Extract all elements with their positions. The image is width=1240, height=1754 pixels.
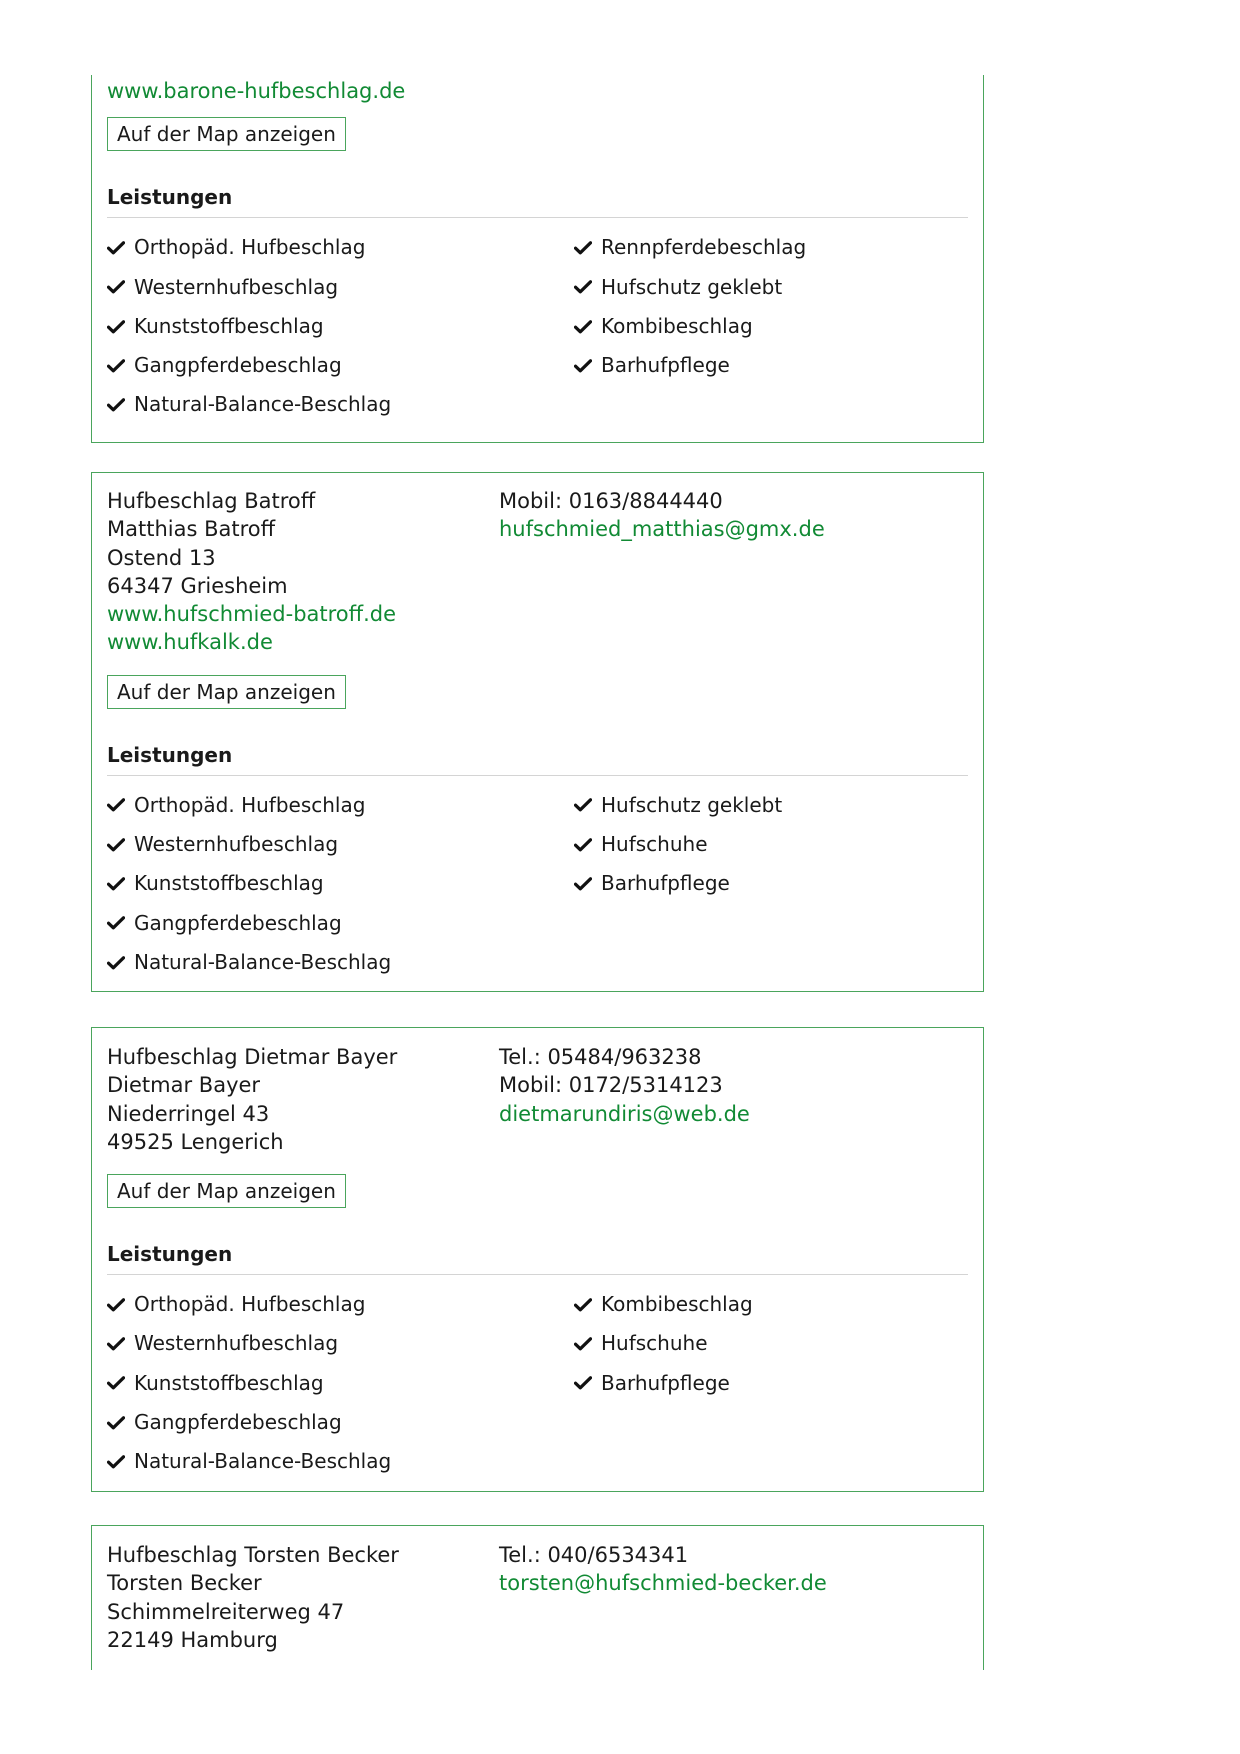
email-link[interactable]: torsten@hufschmied-becker.de bbox=[499, 1571, 827, 1596]
service-item bbox=[574, 786, 782, 825]
services-column-left bbox=[107, 1285, 574, 1481]
service-label: Orthopäd. Hufbeschlag bbox=[134, 792, 366, 817]
services-column-right bbox=[574, 786, 782, 982]
contact-info bbox=[107, 487, 968, 657]
service-item bbox=[574, 825, 782, 864]
services-heading: Leistungen bbox=[107, 185, 968, 218]
check-icon bbox=[107, 1455, 125, 1469]
service-item bbox=[107, 228, 574, 267]
city: 49525 Lengerich bbox=[107, 1129, 284, 1154]
service-item bbox=[107, 1364, 574, 1403]
service-item bbox=[574, 228, 806, 267]
mobile-number: Mobil: 0163/8844440 bbox=[499, 489, 723, 513]
mobile-number: Mobil: 0172/5314123 bbox=[499, 1073, 723, 1098]
service-item bbox=[574, 268, 806, 307]
check-icon bbox=[574, 359, 592, 373]
services-heading: Leistungen bbox=[107, 1242, 968, 1275]
check-icon bbox=[107, 359, 125, 373]
service-item bbox=[574, 1364, 753, 1403]
service-item bbox=[107, 1285, 574, 1324]
provider-card-bayer bbox=[91, 1027, 984, 1492]
contact-block bbox=[499, 487, 825, 657]
service-label: Hufschutz geklebt bbox=[601, 792, 783, 817]
service-label: Barhufpflege bbox=[601, 871, 730, 896]
show-on-map-button[interactable]: Auf der Map anzeigen bbox=[107, 1174, 346, 1208]
contact-info bbox=[107, 1541, 968, 1654]
service-label: Westernhufbeschlag bbox=[134, 832, 339, 857]
check-icon bbox=[107, 1337, 125, 1351]
check-icon bbox=[574, 798, 592, 812]
check-icon bbox=[107, 320, 125, 334]
check-icon bbox=[107, 1376, 125, 1390]
service-label: Natural-Balance-Beschlag bbox=[134, 392, 392, 417]
service-item bbox=[574, 1324, 753, 1363]
check-icon bbox=[107, 798, 125, 812]
check-icon bbox=[107, 916, 125, 930]
phone-number: Tel.: 040/6534341 bbox=[499, 1543, 689, 1567]
service-label: Orthopäd. Hufbeschlag bbox=[134, 235, 366, 260]
service-item bbox=[107, 346, 574, 385]
address-block bbox=[107, 1541, 499, 1654]
provider-card-barone bbox=[91, 75, 984, 443]
provider-card-becker bbox=[91, 1525, 984, 1670]
contact-person: Matthias Batroff bbox=[107, 517, 276, 542]
service-label: Hufschutz geklebt bbox=[601, 274, 783, 299]
service-label: Westernhufbeschlag bbox=[134, 274, 339, 299]
services-list bbox=[107, 1285, 968, 1495]
website-link-secondary[interactable]: www.hufkalk.de bbox=[107, 630, 273, 655]
contact-block bbox=[499, 1043, 750, 1156]
service-label: Natural-Balance-Beschlag bbox=[134, 1449, 392, 1474]
service-item bbox=[107, 904, 574, 943]
services-list bbox=[107, 786, 968, 996]
service-label: Barhufpflege bbox=[601, 353, 730, 378]
service-item bbox=[107, 786, 574, 825]
service-label: Kombibeschlag bbox=[601, 313, 753, 338]
service-label: Hufschuhe bbox=[601, 832, 708, 857]
services-column-right bbox=[574, 228, 806, 424]
check-icon bbox=[574, 1376, 592, 1390]
service-item bbox=[107, 1403, 574, 1442]
services-column-right bbox=[574, 1285, 753, 1481]
service-item bbox=[107, 825, 574, 864]
street-address: Schimmelreiterweg 47 bbox=[107, 1599, 345, 1624]
service-label: Rennpferdebeschlag bbox=[601, 235, 807, 260]
service-item bbox=[574, 346, 806, 385]
service-label: Orthopäd. Hufbeschlag bbox=[134, 1292, 366, 1317]
service-item bbox=[574, 864, 782, 903]
email-link[interactable]: dietmarundiris@web.de bbox=[499, 1101, 750, 1126]
address-block bbox=[107, 1043, 499, 1156]
company-name: Hufbeschlag Torsten Becker bbox=[107, 1543, 399, 1567]
website-link[interactable]: www.barone-hufbeschlag.de bbox=[107, 79, 406, 103]
service-item bbox=[107, 268, 574, 307]
show-on-map-button[interactable]: Auf der Map anzeigen bbox=[107, 117, 346, 151]
service-label: Kunststoffbeschlag bbox=[134, 1370, 324, 1395]
street-address: Niederringel 43 bbox=[107, 1101, 270, 1126]
service-label: Hufschuhe bbox=[601, 1331, 708, 1356]
street-address: Ostend 13 bbox=[107, 545, 216, 570]
services-list bbox=[107, 228, 968, 438]
services-column-left bbox=[107, 786, 574, 982]
website-link[interactable]: www.hufschmied-batroff.de bbox=[107, 602, 397, 627]
contact-person: Dietmar Bayer bbox=[107, 1073, 261, 1098]
service-item bbox=[107, 307, 574, 346]
show-on-map-button[interactable]: Auf der Map anzeigen bbox=[107, 675, 346, 709]
service-label: Kombibeschlag bbox=[601, 1292, 753, 1317]
check-icon bbox=[107, 280, 125, 294]
city: 64347 Griesheim bbox=[107, 573, 288, 598]
services-column-left bbox=[107, 228, 574, 424]
company-name: Hufbeschlag Batroff bbox=[107, 489, 316, 513]
check-icon bbox=[574, 320, 592, 334]
service-label: Gangpferdebeschlag bbox=[134, 1410, 342, 1435]
service-label: Westernhufbeschlag bbox=[134, 1331, 339, 1356]
check-icon bbox=[107, 241, 125, 255]
phone-number: Tel.: 05484/963238 bbox=[499, 1045, 702, 1069]
check-icon bbox=[107, 1416, 125, 1430]
contact-info bbox=[107, 1043, 968, 1156]
service-item bbox=[107, 1324, 574, 1363]
check-icon bbox=[107, 877, 125, 891]
check-icon bbox=[574, 280, 592, 294]
service-item bbox=[107, 943, 574, 982]
city: 22149 Hamburg bbox=[107, 1627, 278, 1652]
check-icon bbox=[107, 1298, 125, 1312]
service-label: Kunststoffbeschlag bbox=[134, 871, 324, 896]
check-icon bbox=[574, 241, 592, 255]
service-label: Kunststoffbeschlag bbox=[134, 313, 324, 338]
provider-card-batroff bbox=[91, 472, 984, 992]
check-icon bbox=[107, 956, 125, 970]
email-link[interactable]: hufschmied_matthias@gmx.de bbox=[499, 517, 825, 542]
service-label: Barhufpflege bbox=[601, 1370, 730, 1395]
check-icon bbox=[574, 1337, 592, 1351]
address-block bbox=[107, 487, 499, 657]
company-name: Hufbeschlag Dietmar Bayer bbox=[107, 1045, 398, 1069]
service-label: Natural-Balance-Beschlag bbox=[134, 949, 392, 974]
service-label: Gangpferdebeschlag bbox=[134, 910, 342, 935]
check-icon bbox=[574, 1298, 592, 1312]
check-icon bbox=[574, 838, 592, 852]
services-heading: Leistungen bbox=[107, 743, 968, 776]
check-icon bbox=[107, 838, 125, 852]
contact-person: Torsten Becker bbox=[107, 1571, 262, 1596]
service-item bbox=[107, 385, 574, 424]
contact-block bbox=[499, 1541, 827, 1654]
service-item bbox=[574, 307, 806, 346]
check-icon bbox=[107, 398, 125, 412]
service-item bbox=[574, 1285, 753, 1324]
check-icon bbox=[574, 877, 592, 891]
service-item bbox=[107, 1442, 574, 1481]
service-item bbox=[107, 864, 574, 903]
service-label: Gangpferdebeschlag bbox=[134, 353, 342, 378]
